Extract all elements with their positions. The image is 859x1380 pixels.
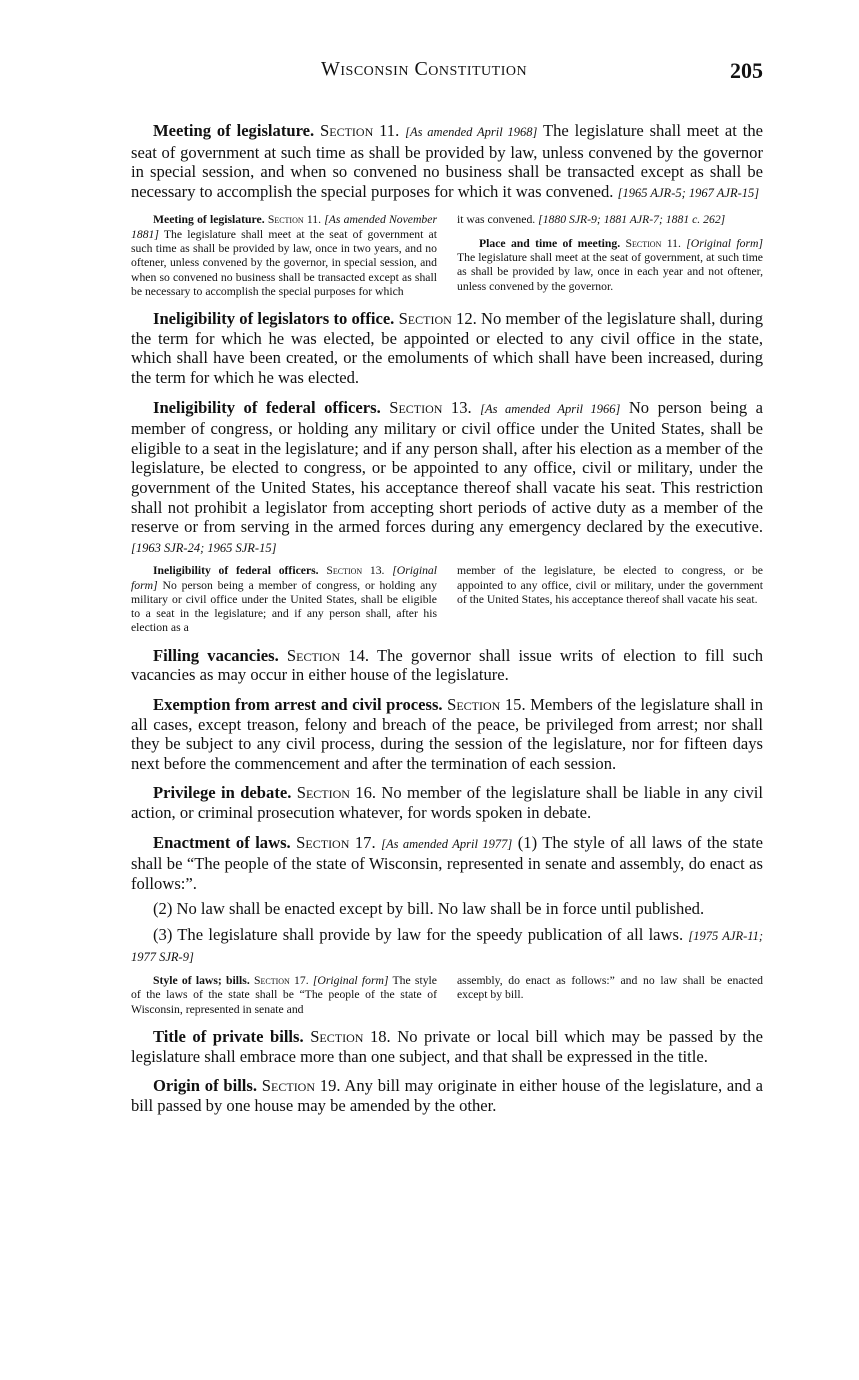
note-section: Section 13.: [326, 564, 385, 578]
section-text: (2) No law shall be enacted except by bill. No law shall be in force until published.: [153, 899, 705, 919]
section-heading: Meeting of legislature.: [153, 121, 315, 140]
history-note: [1965 AJR-5; 1967 AJR-15]: [617, 185, 760, 200]
section-text: No private or local bill which may be passed by the legislature shall embrace more than one subject, and that shall be expressed in the title.: [131, 1026, 763, 1066]
note-text: it was convened.: [457, 213, 536, 227]
section-number: Section 11.: [320, 121, 400, 140]
section-17-subsection-3: [131, 925, 763, 968]
section-number: Section 18.: [310, 1026, 391, 1046]
section-17: [131, 833, 763, 894]
section-heading: Enactment of laws.: [153, 832, 291, 852]
note-amended: [Original form]: [686, 236, 764, 250]
note-heading: Style of laws; bills.: [153, 974, 250, 988]
section-number: Section 16.: [296, 783, 377, 803]
note-text: The legislature shall meet at the seat of government, at such time as shall be provided by law, once in each year and not oftener, unless convened by the governor.: [457, 250, 763, 293]
note-amended: [As amended November 1881]: [131, 213, 438, 241]
historical-note: [131, 213, 437, 299]
running-head: Wisconsin Constitution: [321, 58, 528, 80]
historical-note: [131, 564, 437, 635]
note-column-left: [131, 974, 437, 1017]
section-17-subsection-2: [131, 899, 763, 919]
section-heading: Ineligibility of legislators to office.: [153, 309, 395, 329]
page-header: [131, 58, 763, 86]
page-number: 205: [730, 58, 763, 83]
note-column-left: [131, 564, 437, 635]
note-section: Section 17.: [253, 974, 309, 988]
historical-note: [457, 237, 763, 294]
section-heading: Origin of bills.: [153, 1076, 258, 1096]
section-text: No member of the legislature shall, during the term for which he was elected, be appointed or elected to any civil office in the state, which shall have been created, or the emoluments of which shall have been increased, during the term for which he was elected.: [131, 309, 764, 387]
section-18: [131, 1027, 763, 1066]
historical-notes-17: [131, 974, 763, 1017]
note-text: No person being a member of congress, or holding any military or civil office under the United States, shall be eligible to a seat in the legislature; and if any person shall, after his election as a: [131, 578, 437, 635]
note-column-right: [457, 213, 763, 299]
historical-notes-11: [131, 213, 763, 299]
amendment-note: [As amended April 1968]: [405, 125, 538, 139]
section-heading: Exemption from arrest and civil process.: [153, 694, 443, 714]
section-15: [131, 695, 763, 773]
note-amended: [Original form]: [131, 564, 438, 592]
note-amended: [Original form]: [312, 974, 389, 988]
note-column-right: [457, 974, 763, 1017]
note-section: Section 11.: [625, 236, 681, 250]
section-13: [131, 398, 763, 559]
section-heading: Filling vacancies.: [153, 645, 279, 665]
note-column-left: [131, 213, 437, 299]
page-content: [131, 121, 763, 1125]
historical-note-continued: [457, 213, 763, 227]
section-19: [131, 1076, 763, 1115]
section-text: (3) The legislature shall provide by law for the speedy publication of all laws.: [153, 924, 684, 944]
section-14: [131, 646, 763, 685]
section-number: Section 17.: [296, 832, 376, 852]
note-text: assembly, do enact as follows:” and no law shall be enacted except by bill.: [457, 974, 763, 1002]
section-16: [131, 783, 763, 822]
section-text: (1) The style of all laws of the state shall be “The people of the state of Wisconsin, represented in senate and assembly, do enact as follows:”.: [131, 832, 764, 893]
section-heading: Ineligibility of federal officers.: [153, 397, 381, 417]
note-heading: Place and time of meeting.: [479, 236, 621, 250]
note-heading: Ineligibility of federal officers.: [153, 564, 319, 578]
historical-note-continued: [457, 974, 763, 1003]
amendment-note: [As amended April 1977]: [381, 836, 513, 851]
section-number: Section 13.: [389, 397, 472, 417]
section-12: [131, 309, 763, 387]
section-number: Section 15.: [447, 694, 526, 714]
section-text: The governor shall issue writs of election to fill such vacancies as may occur in either house of the legislature.: [131, 645, 763, 685]
section-heading: Title of private bills.: [153, 1026, 304, 1046]
section-number: Section 19.: [261, 1076, 341, 1096]
history-note: [1975 AJR-11; 1977 SJR-9]: [131, 928, 763, 965]
note-heading: Meeting of legislature.: [153, 213, 265, 227]
history-note: [1963 SJR-24; 1965 SJR-15]: [131, 540, 277, 555]
note-text: The legislature shall meet at the seat of government at such time as shall be provided by law, once in two years, and no oftener, unless convened by the governor, in special session, and when so convened no business shall be transacted except as shall be necessary to accomplish the special purposes for which: [131, 227, 437, 298]
section-text: The legislature shall meet at the seat of government at such time as shall be provided by law, unless convened by the governor in special session, and when so convened no business shall be transacted except as shall be necessary to accomplish the special purposes for which it was convened.: [131, 121, 763, 201]
historical-note: [131, 974, 437, 1017]
note-text: member of the legislature, be elected to congress, or be appointed to any office, civil or military, under the government of the United States, his acceptance thereof shall vacate his seat.: [457, 564, 763, 606]
section-11: [131, 121, 763, 203]
section-number: Section 12.: [398, 309, 477, 329]
note-section: Section 11.: [267, 213, 321, 227]
section-number: Section 14.: [286, 645, 370, 665]
section-text: No member of the legislature shall be liable in any civil action, or criminal prosecution whatever, for words spoken in debate.: [131, 783, 763, 822]
note-text: The style of the laws of the state shall be “The people of the state of Wisconsin, represented in senate and: [131, 974, 437, 1016]
section-text: Members of the legislature shall in all cases, except treason, felony and breach of the peace, be privileged from arrest; nor shall they be subject to any civil process, during the session of the legislature, nor for fifteen days next before the commencement and after the termination of each session.: [131, 694, 763, 773]
note-history: [1880 SJR-9; 1881 AJR-7; 1881 c. 262]: [538, 213, 726, 227]
note-column-right: [457, 564, 763, 635]
section-text: Any bill may originate in either house of the legislature, and a bill passed by one house may be amended by the other.: [131, 1076, 763, 1115]
historical-note-continued: [457, 564, 763, 607]
historical-notes-13: [131, 564, 763, 635]
section-heading: Privilege in debate.: [153, 783, 292, 803]
amendment-note: [As amended April 1966]: [480, 401, 621, 416]
section-text: No person being a member of congress, or holding any military or civil office under the United States, shall be eligible to a seat in the legislature; and if any person shall, after his election as a member of the legislature, be elected to congress, or be appointed to any office, civil or military, under the government of the United States, his acceptance thereof shall vacate his seat. This restriction shall not prohibit a legislator from accepting short periods of active duty as a member of the reserve or from serving in the armed forces during any emergency declared by the executive.: [131, 397, 764, 537]
